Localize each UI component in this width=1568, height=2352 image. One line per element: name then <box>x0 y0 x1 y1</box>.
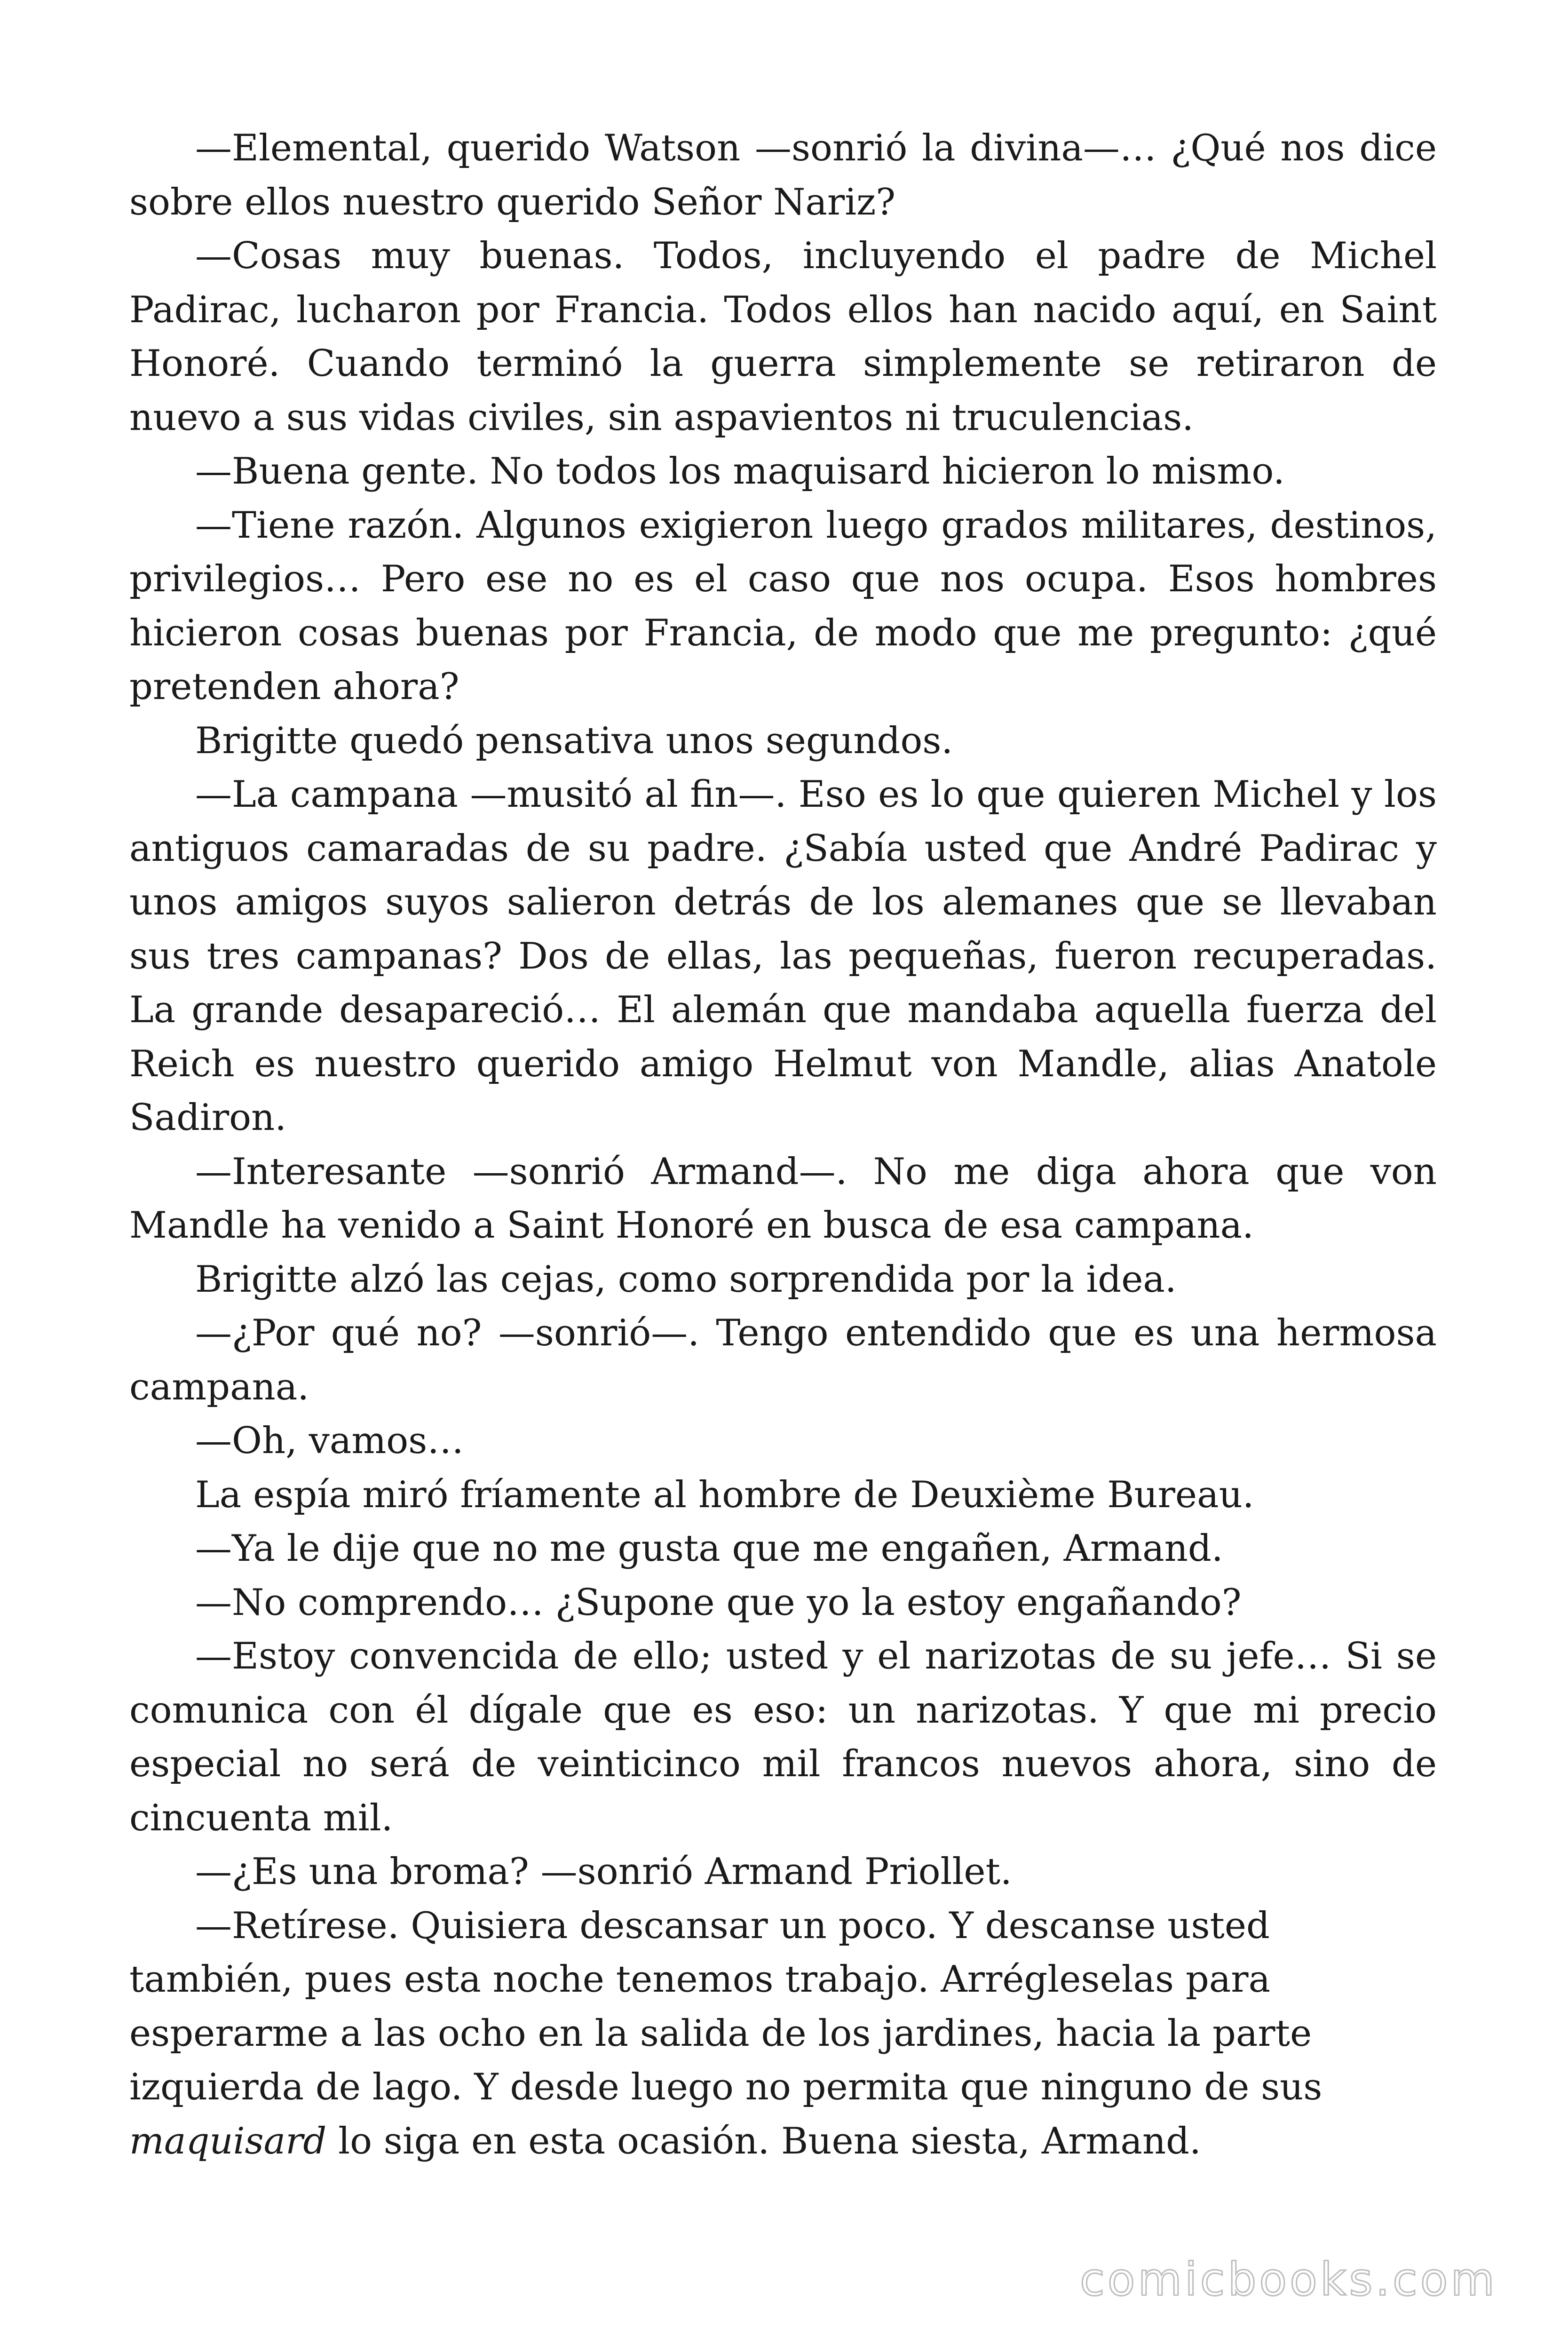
paragraph: La espía miró fríamente al hombre de Deuxième Bureau. <box>195 1473 1254 1516</box>
paragraph: Brigitte quedó pensativa unos segundos. <box>195 719 953 762</box>
paragraph: —Ya le dije que no me gusta que me engañen, Armand. <box>195 1527 1223 1570</box>
watermark: comicbooks.com <box>1079 2253 1497 2306</box>
paragraph: —Estoy convencida de ello; usted y el narizotas de su jefe… Si se comunica con él dígale que es eso: un narizotas. Y que mi precio especial no será de veinticinco mil francos nuevos ahora, sino de cincuenta mil. <box>129 1635 1437 1839</box>
paragraph: —La campana —musitó al fin—. Eso es lo que quieren Michel y los antiguos camaradas de su padre. ¿Sabía usted que André Padirac y unos amigos suyos salieron detrás de los alemanes que se llevaban sus tres campanas? Dos de ellas, las pequeñas, fueron recuperadas. La grande desapareció… El alemán que mandaba aquella fuerza del Reich es nuestro querido amigo Helmut von Mandle, alias Anatole Sadiron. <box>129 773 1437 1139</box>
paragraph: —Cosas muy buenas. Todos, incluyendo el padre de Michel Padirac, lucharon por Francia. Todos ellos han nacido aquí, en Saint Honoré. Cuando terminó la guerra simplemente se retiraron de nuevo a sus vidas civiles, sin aspavientos ni truculencias. <box>129 235 1437 439</box>
paragraph: —No comprendo… ¿Supone que yo la estoy engañando? <box>195 1581 1242 1624</box>
paragraph: —Oh, vamos… <box>195 1420 464 1462</box>
paragraph: —Tiene razón. Algunos exigieron luego grados militares, destinos, privilegios… Pero ese no es el caso que nos ocupa. Esos hombres hicieron cosas buenas por Francia, de modo que me pregunto: ¿qué pretenden ahora? <box>129 504 1437 708</box>
last-paragraph-rest: lo siga en esta ocasión. Buena siesta, Armand. <box>326 2120 1201 2162</box>
paragraph: —Buena gente. No todos los maquisard hicieron lo mismo. <box>195 450 1285 493</box>
paragraph: —Interesante —sonrió Armand—. No me diga ahora que von Mandle ha venido a Saint Honoré en busca de esa campana. <box>129 1150 1437 1247</box>
paragraph: —¿Por qué no? —sonrió—. Tengo entendido que es una hermosa campana. <box>129 1312 1437 1408</box>
body-text <box>129 121 1437 2168</box>
last-paragraph <box>129 1899 1437 2169</box>
paragraph: —Elemental, querido Watson —sonrió la divina—… ¿Qué nos dice sobre ellos nuestro querido Señor Nariz? <box>129 127 1437 223</box>
italic-word: maquisard <box>129 2120 327 2162</box>
last-paragraph-head: —Retírese. Quisiera descansar un poco. Y descanse usted también, pues esta noche tenemos trabajo. Arrégleselas para esperarme a las ocho en la salida de los jardines, hacia la parte izquierda de lago. Y desde luego no permita que ninguno de sus <box>129 1904 1323 2108</box>
paragraph: —¿Es una broma? —sonrió Armand Priollet. <box>195 1851 1012 1893</box>
paragraph: Brigitte alzó las cejas, como sorprendida por la idea. <box>195 1258 1177 1301</box>
